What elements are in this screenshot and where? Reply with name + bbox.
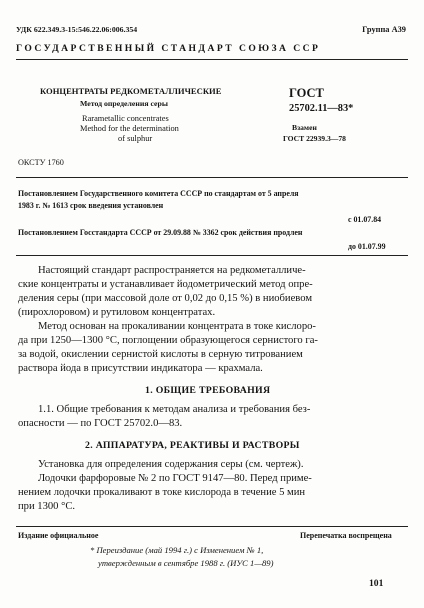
standard-banner: ГОСУДАРСТВЕННЫЙ СТАНДАРТ СОЮЗА ССР: [16, 43, 321, 54]
decree-line-3: Постановлением Госстандарта СССР от 29.09.88 № 3362 срок действия продлен: [18, 228, 303, 237]
group-code: Группа А39: [362, 25, 406, 34]
footer-rule: [16, 526, 408, 527]
title-ru: КОНЦЕНТРАТЫ РЕДКОМЕТАЛЛИЧЕСКИЕ: [40, 86, 222, 96]
okstu-rule: [16, 177, 408, 178]
footnote-line-1: * Переиздание (май 1994 г.) с Изменением № 1,: [90, 545, 264, 555]
udk-code: УДК 622.349.3-15:546.22.06:006.354: [16, 25, 138, 34]
decree-date-1: с 01.07.84: [348, 215, 382, 224]
footnote-line-2: утвержденным в сентябре 1988 г. (ИУС 1—89): [98, 558, 274, 568]
section-1-line: опасности — по ГОСТ 25702.0—83.: [18, 418, 183, 429]
title-en-line-1: Rarametallic concentrates: [82, 114, 169, 123]
reprint-notice: Перепечатка воспрещена: [300, 531, 392, 540]
section-2-line: Лодочки фарфоровые № 2 по ГОСТ 9147—80. Перед приме-: [38, 473, 312, 484]
replaces-value: ГОСТ 22939.3—78: [283, 134, 346, 143]
section-1-heading: 1. ОБЩИЕ ТРЕБОВАНИЯ: [145, 385, 271, 396]
section-1-line: 1.1. Общие требования к методам анализа и требования без-: [38, 404, 311, 415]
gost-number: 25702.11—83*: [289, 103, 354, 114]
section-2-heading: 2. АППАРАТУРА, РЕАКТИВЫ И РАСТВОРЫ: [85, 440, 300, 451]
gost-label: ГОСТ: [289, 86, 324, 100]
section-2-line: при 1300 °С.: [18, 501, 76, 512]
decree-date-2: до 01.07.99: [348, 242, 386, 251]
decree-line-1: Постановлением Государственного комитета СССР по стандартам от 5 апреля: [18, 189, 299, 198]
decree-rule: [16, 255, 408, 256]
page-number: 101: [369, 578, 384, 589]
title-en-line-2: Method for the determination: [80, 124, 179, 133]
title-en-line-3: of sulphur: [118, 134, 153, 143]
official-edition: Издание официальное: [18, 531, 99, 540]
method-line: раствора йода в присутствии индикатора — крахмала.: [18, 363, 263, 374]
decree-line-2: 1983 г. № 1613 срок введения установлен: [18, 201, 164, 210]
intro-line: Настоящий стандарт распространяется на редкометалличе-: [38, 265, 306, 276]
method-ru: Метод определения серы: [80, 99, 168, 108]
okstu-code: ОКСТУ 1760: [18, 158, 64, 167]
section-2-line: Установка для определения содержания серы (см. чертеж).: [38, 459, 304, 470]
method-line: Метод основан на прокаливании концентрата в токе кислоро-: [38, 321, 316, 332]
intro-line: деления серы (при массовой доле от 0,02 до 0,15 %) в ниобиевом: [18, 293, 313, 304]
section-2-line: нением лодочки прокаливают в токе кислорода в течение 5 мин: [18, 487, 306, 498]
method-line: за водой, окислении сернистой кислоты в серную титрованием: [18, 349, 303, 360]
intro-line: ские концентраты и устанавливает йодометрический метод опре-: [18, 279, 313, 290]
intro-line: (пирохлоровом) и рутиловом концентратах.: [18, 307, 216, 318]
replaces-label: Взамен: [292, 123, 317, 132]
method-line: да при 1250—1300 °С, поглощении образующегося сернистого га-: [18, 335, 318, 346]
header-rule: [16, 59, 408, 60]
